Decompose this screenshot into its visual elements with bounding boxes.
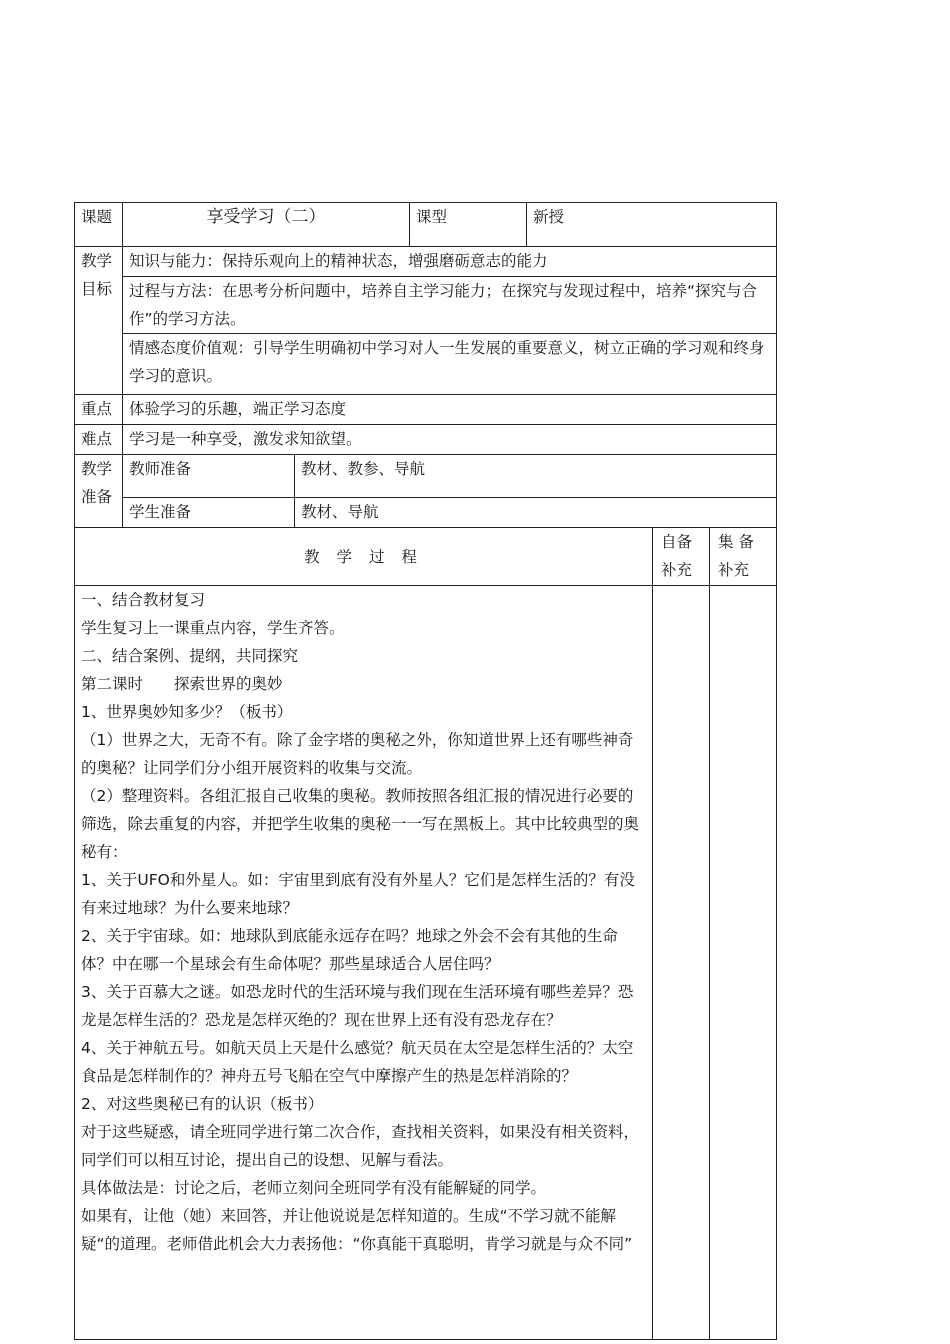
key-value: 体验学习的乐趣，端正学习态度	[123, 395, 777, 425]
goal-knowledge: 知识与能力：保持乐观向上的精神状态，增强磨砺意志的能力	[123, 247, 777, 277]
process-body	[75, 586, 653, 1340]
student-prep-value: 教材、导航	[295, 498, 777, 528]
type-value: 新授	[527, 203, 777, 247]
group-supplement-header: 集 备 补充	[710, 528, 777, 586]
process-line: 如果有，让他（她）来回答，并让他说说是怎样知道的。生成“不学习就不能解疑“的道理。老师借此机会大力表扬他：“你真能干真聪明，肯学习就是与众不同”	[81, 1207, 633, 1253]
process-line: 对于这些疑惑，请全班同学进行第二次合作，查找相关资料，如果没有相关资料，同学们可以相互讨论，提出自己的设想、见解与看法。	[81, 1123, 640, 1169]
process-line: 具体做法是：讨论之后，老师立刻问全班同学有没有能解疑的同学。	[81, 1179, 547, 1197]
process-line: 2、关于宇宙球。如：地球队到底能永远存在吗？地球之外会不会有其他的生命体？中在哪一个星球会有生命体呢？那些星球适合人居住吗？	[81, 927, 618, 973]
lesson-plan-table	[74, 202, 777, 1340]
group-supplement-cell	[710, 586, 777, 1340]
goal-process: 过程与方法：在思考分析问题中，培养自主学习能力；在探究与发现过程中，培养“探究与合作”的学习方法。	[123, 277, 777, 334]
self-supplement-cell	[653, 586, 710, 1340]
process-line: 1、关于UFO和外星人。如：宇宙里到底有没有外星人？它们是怎样生活的？有没有来过地球？为什么要来地球？	[81, 871, 635, 917]
process-line: 二、结合案例、提纲，共同探究	[81, 647, 299, 665]
difficulty-value: 学习是一种享受，激发求知欲望。	[123, 425, 777, 455]
process-line: 2、对这些奥秘已有的认识（板书）	[81, 1095, 324, 1113]
topic-label: 课题	[75, 203, 123, 247]
teacher-prep-value: 教材、教参、导航	[295, 455, 777, 498]
process-line: 第二课时 探索世界的奥妙	[81, 675, 283, 693]
type-label: 课型	[410, 203, 527, 247]
self-supplement-header: 自备补充	[653, 528, 710, 586]
goal-attitude: 情感态度价值观：引导学生明确初中学习对人一生发展的重要意义，树立正确的学习观和终身学习的意识。	[123, 334, 777, 395]
goals-label: 教学目标	[75, 247, 123, 395]
topic-value: 享受学习（二）	[123, 203, 410, 247]
process-line: （1）世界之大，无奇不有。除了金字塔的奥秘之外，你知道世界上还有哪些神奇的奥秘？让同学们分小组开展资料的收集与交流。	[81, 731, 634, 777]
process-heading: 教 学 过 程	[75, 528, 653, 586]
process-line: 学生复习上一课重点内容，学生齐答。	[81, 619, 345, 637]
process-line: 一、结合教材复习	[81, 591, 206, 609]
key-label: 重点	[75, 395, 123, 425]
process-line: （2）整理资料。各组汇报自己收集的奥秘。教师按照各组汇报的情况进行必要的筛选，除去重复的内容，并把学生收集的奥秘一一写在黑板上。其中比较典型的奥秘有：	[81, 787, 640, 861]
process-line: 3、关于百慕大之谜。如恐龙时代的生活环境与我们现在生活环境有哪些差异？恐龙是怎样生活的？恐龙是怎样灭绝的？现在世界上还有没有恐龙存在？	[81, 983, 634, 1029]
difficulty-label: 难点	[75, 425, 123, 455]
teacher-prep-label: 教师准备	[123, 455, 295, 498]
prep-label: 教学准备	[75, 455, 123, 528]
process-line: 4、关于神航五号。如航天员上天是什么感觉？航天员在太空是怎样生活的？太空食品是怎样制作的？神舟五号飞船在空气中摩擦产生的热是怎样消除的？	[81, 1039, 634, 1085]
student-prep-label: 学生准备	[123, 498, 295, 528]
process-line: 1、世界奥妙知多少？（板书）	[81, 703, 293, 721]
